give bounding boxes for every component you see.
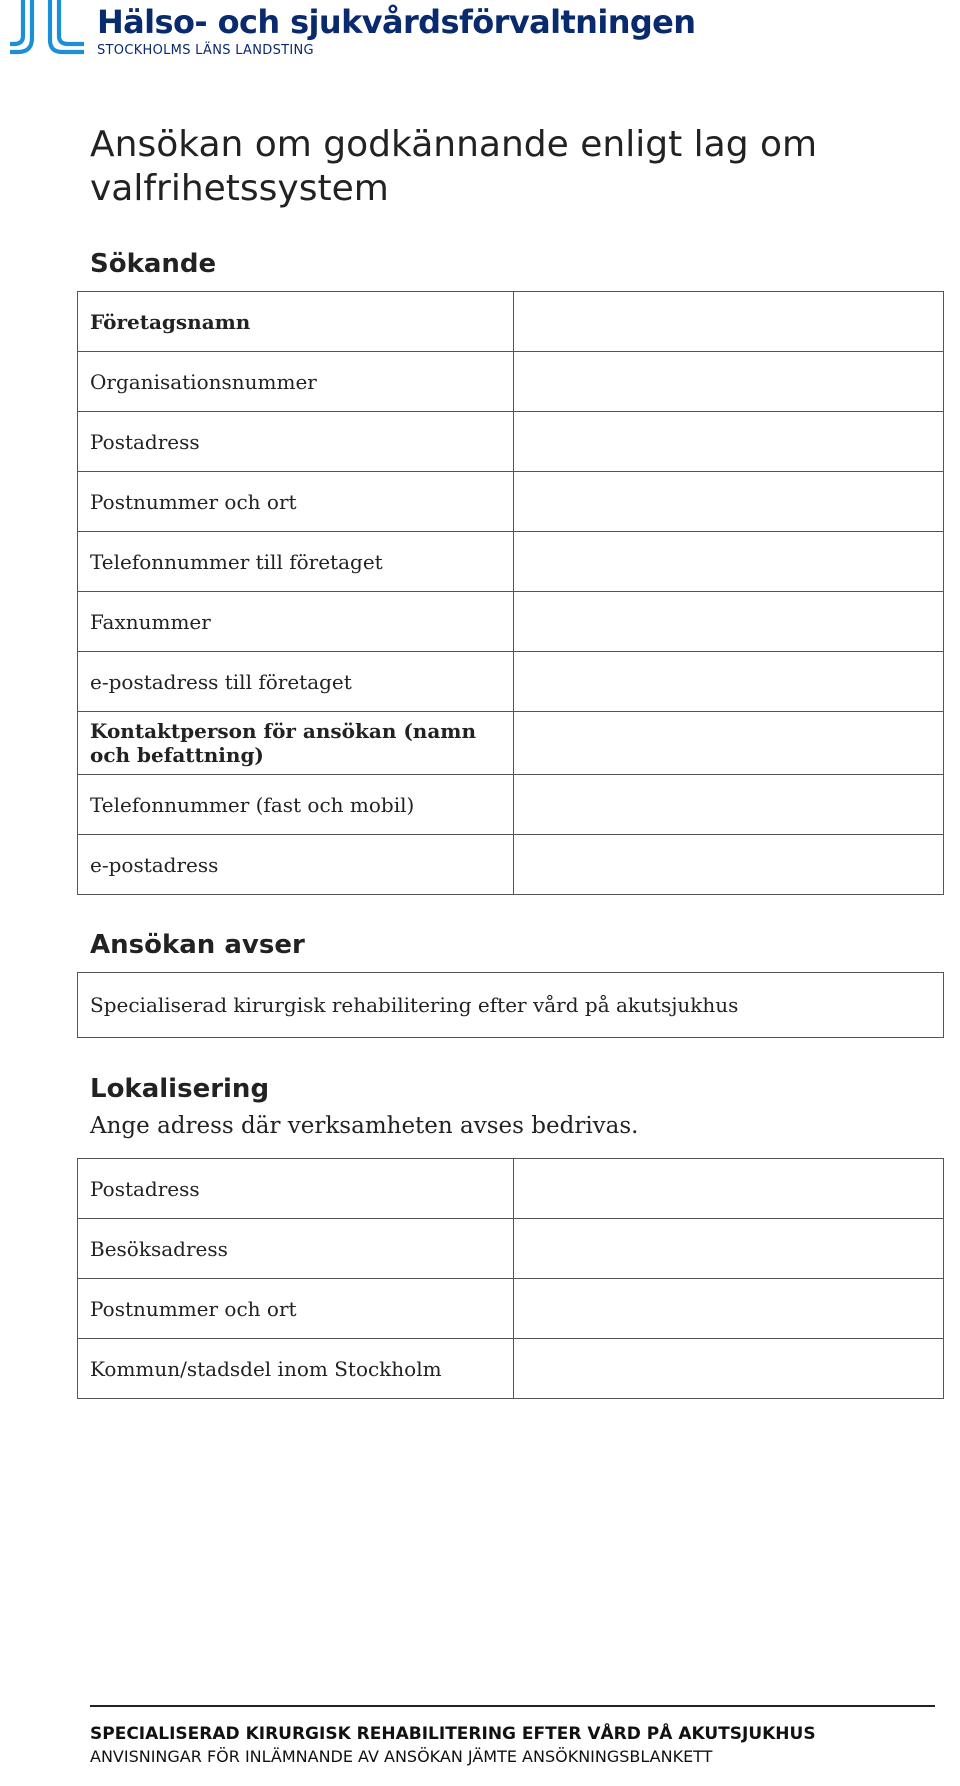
organization-name: Hälso- och sjukvårdsförvaltningen (97, 3, 696, 41)
applicant-form (77, 291, 944, 895)
location-postal-address-label: Postadress (78, 1159, 514, 1218)
form-row-company-name (78, 292, 943, 352)
footer-divider (90, 1705, 935, 1707)
company-phone-label: Telefonnummer till företaget (78, 532, 514, 591)
form-row-postal-address (78, 412, 943, 472)
postcode-city-field[interactable] (514, 472, 943, 531)
form-row-postcode-city (78, 472, 943, 532)
location-postcode-city-label: Postnummer och ort (78, 1279, 514, 1338)
visiting-address-field[interactable] (514, 1219, 943, 1278)
header-logo (10, 0, 700, 62)
contact-phone-label: Telefonnummer (fast och mobil) (78, 775, 514, 834)
form-row-org-number (78, 352, 943, 412)
footer-subtitle: ANVISNINGAR FÖR INLÄMNANDE AV ANSÖKAN JÄMTE ANSÖKNINGSBLANKETT (90, 1747, 713, 1766)
form-row-location-postal-address (78, 1159, 943, 1219)
postal-address-field[interactable] (514, 412, 943, 471)
footer-title: SPECIALISERAD KIRURGISK REHABILITERING EFTER VÅRD PÅ AKUTSJUKHUS (90, 1724, 816, 1744)
contact-person-field[interactable] (514, 712, 943, 774)
contact-phone-field[interactable] (514, 775, 943, 834)
sll-logo-icon (10, 0, 84, 60)
form-row-company-phone (78, 532, 943, 592)
postcode-city-label: Postnummer och ort (78, 472, 514, 531)
contact-person-label: Kontaktperson för ansökan (namn och befattning) (78, 712, 514, 774)
fax-field[interactable] (514, 592, 943, 651)
municipality-label: Kommun/stadsdel inom Stockholm (78, 1339, 514, 1398)
application-scope-heading: Ansökan avser (90, 930, 305, 960)
form-row-contact-phone (78, 775, 943, 835)
company-email-label: e-postadress till företaget (78, 652, 514, 711)
company-phone-field[interactable] (514, 532, 943, 591)
form-row-contact-person (78, 712, 943, 775)
location-instruction: Ange adress där verksamheten avses bedrivas. (90, 1113, 639, 1139)
form-row-contact-email (78, 835, 943, 895)
postal-address-label: Postadress (78, 412, 514, 471)
location-form (77, 1158, 944, 1399)
company-email-field[interactable] (514, 652, 943, 711)
logo-text (97, 0, 695, 57)
org-number-label: Organisationsnummer (78, 352, 514, 411)
visiting-address-label: Besöksadress (78, 1219, 514, 1278)
applicant-heading: Sökande (90, 249, 217, 279)
form-row-visiting-address (78, 1219, 943, 1279)
company-name-field[interactable] (514, 292, 943, 351)
contact-email-field[interactable] (514, 835, 943, 894)
form-row-fax (78, 592, 943, 652)
form-row-municipality (78, 1339, 943, 1399)
application-scope-box: Specialiserad kirurgisk rehabilitering efter vård på akutsjukhus (77, 972, 944, 1038)
fax-label: Faxnummer (78, 592, 514, 651)
location-postcode-city-field[interactable] (514, 1279, 943, 1338)
municipality-field[interactable] (514, 1339, 943, 1398)
org-number-field[interactable] (514, 352, 943, 411)
document-title: Ansökan om godkännande enligt lag om valfrihetssystem (90, 124, 818, 209)
location-heading: Lokalisering (90, 1074, 270, 1104)
form-row-company-email (78, 652, 943, 712)
form-row-location-postcode-city (78, 1279, 943, 1339)
sub-organization-name: STOCKHOLMS LÄNS LANDSTING (97, 43, 314, 58)
company-name-label: Företagsnamn (78, 292, 514, 351)
contact-email-label: e-postadress (78, 835, 514, 894)
location-postal-address-field[interactable] (514, 1159, 943, 1218)
